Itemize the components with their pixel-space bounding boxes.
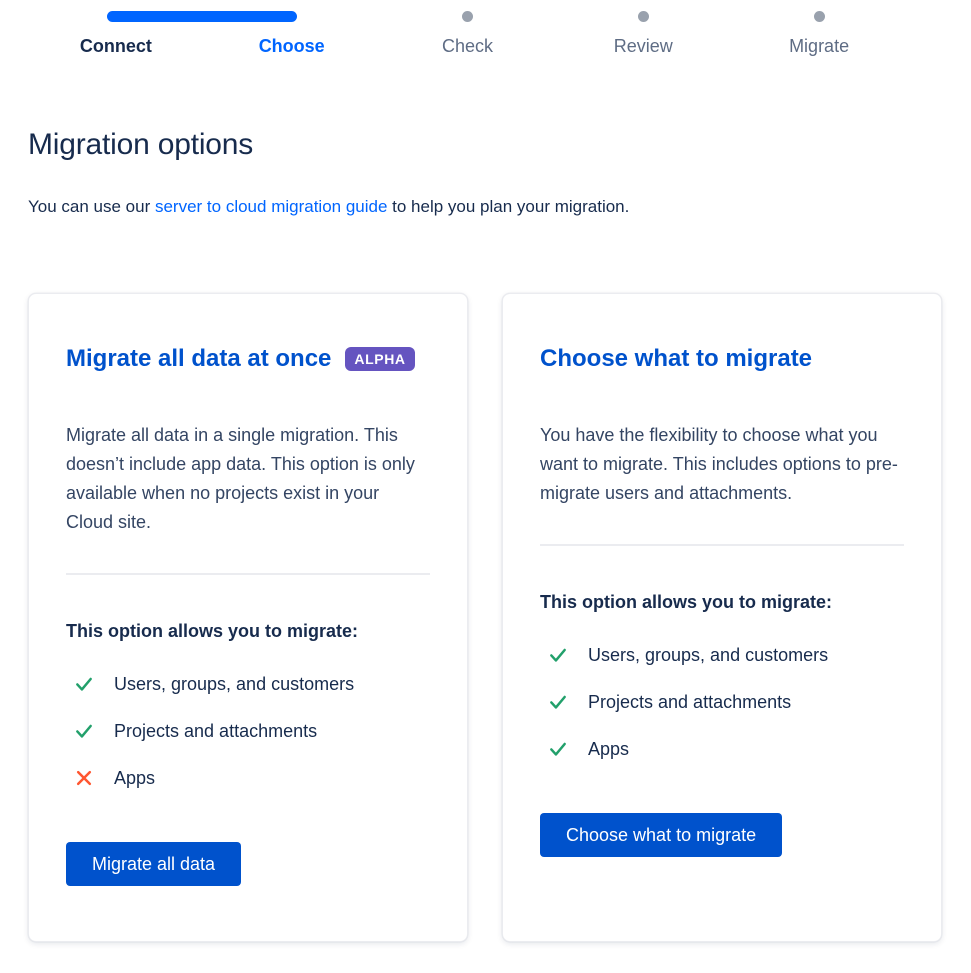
page-title: Migration options <box>28 128 254 161</box>
step-choose-label: Choose <box>258 36 325 56</box>
step-connect-label: Connect <box>79 36 152 56</box>
list-item <box>548 643 904 667</box>
list-item <box>74 672 430 696</box>
list-item <box>548 690 904 714</box>
list-item-label: Users, groups, and customers <box>588 645 829 665</box>
step-check-indicator <box>380 11 556 22</box>
step-review-label: Review <box>613 36 673 56</box>
list-heading: This option allows you to migrate: <box>66 621 359 641</box>
list-item <box>548 737 904 761</box>
card-title-row <box>66 344 430 374</box>
intro-prefix: You can use our <box>28 197 155 216</box>
card-divider <box>540 544 904 546</box>
step-dot-icon <box>462 11 473 22</box>
list-item-label: Projects and attachments <box>588 692 792 712</box>
card-description: Migrate all data in a single migration. This doesn’t include app data. This option is only available when no projects exist in your Cloud site. <box>66 425 415 532</box>
card-title: Migrate all data at once <box>66 345 332 372</box>
card-migrate-all-data <box>28 293 468 942</box>
step-review <box>555 8 731 57</box>
step-dot-icon <box>814 11 825 22</box>
card-button-row <box>66 842 430 886</box>
progress-tracker <box>28 8 907 57</box>
step-migrate <box>731 8 907 57</box>
list-item-label: Apps <box>588 739 630 759</box>
cross-icon <box>74 768 94 788</box>
migrate-all-data-button[interactable]: Migrate all data <box>66 842 241 886</box>
check-icon <box>74 721 94 741</box>
card-description: You have the flexibility to choose what you want to migrate. This includes options to pre-migrate users and attachments. <box>540 425 898 503</box>
progress-bar-completed <box>107 11 297 22</box>
feature-list <box>66 672 430 790</box>
choose-what-to-migrate-button[interactable]: Choose what to migrate <box>540 813 782 857</box>
step-check <box>380 8 556 57</box>
check-icon <box>548 692 568 712</box>
step-migrate-indicator <box>731 11 907 22</box>
list-item-label: Projects and attachments <box>114 721 318 741</box>
list-item-label: Users, groups, and customers <box>114 674 355 694</box>
feature-list <box>540 643 904 761</box>
migration-option-cards <box>28 293 942 942</box>
list-item-label: Apps <box>114 768 156 788</box>
check-icon <box>74 674 94 694</box>
step-check-label: Check <box>441 36 493 56</box>
list-heading: This option allows you to migrate: <box>540 592 833 612</box>
migration-guide-link[interactable]: server to cloud migration guide <box>154 197 388 216</box>
card-choose-what-to-migrate <box>502 293 942 942</box>
step-migrate-label: Migrate <box>789 36 850 56</box>
check-icon <box>548 645 568 665</box>
card-title-row <box>540 344 904 374</box>
intro-suffix: to help you plan your migration. <box>387 197 630 216</box>
card-divider <box>66 573 430 575</box>
step-review-indicator <box>555 11 731 22</box>
list-item <box>74 719 430 743</box>
alpha-badge: ALPHA <box>345 347 414 371</box>
intro-text <box>28 195 943 219</box>
step-dot-icon <box>638 11 649 22</box>
card-title: Choose what to migrate <box>540 345 813 372</box>
check-icon <box>548 739 568 759</box>
list-item <box>74 766 430 790</box>
card-button-row <box>540 813 904 857</box>
